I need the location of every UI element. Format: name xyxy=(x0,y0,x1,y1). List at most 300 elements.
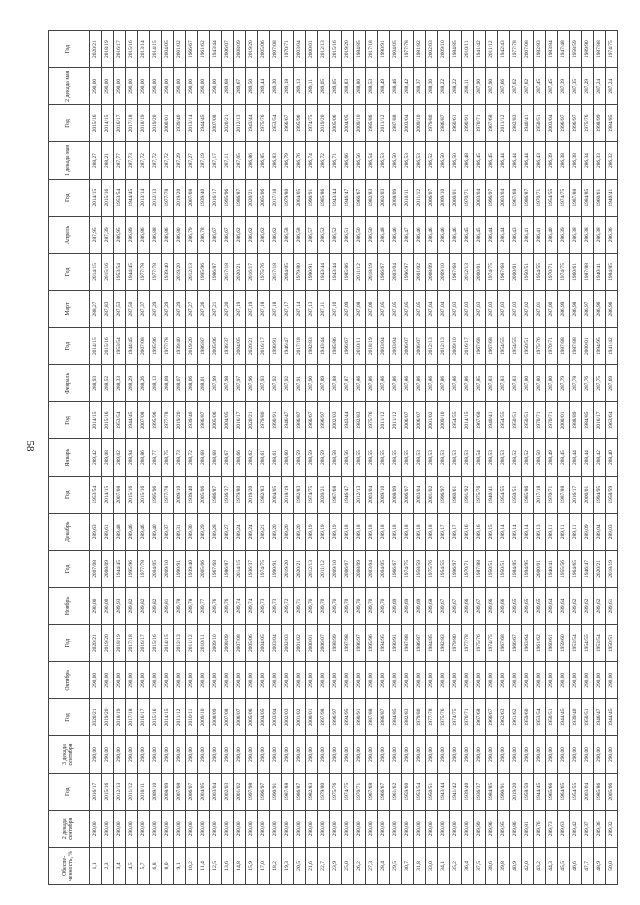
table-cell: 1967/68 xyxy=(450,253,462,290)
table-cell: 289,76 xyxy=(222,588,234,625)
table-row xyxy=(210,31,222,885)
table-cell: 1966/67 xyxy=(186,31,198,68)
table-cell: 289,11 xyxy=(558,513,570,550)
table-cell: 286,72 xyxy=(318,142,330,179)
table-cell: 2000/01 xyxy=(558,402,570,439)
table-cell: 289,37 xyxy=(162,513,174,550)
table-cell: 289,71 xyxy=(294,588,306,625)
table-cell: 2009/10 xyxy=(438,31,450,68)
table-cell: 2014/15 xyxy=(90,253,102,290)
table-cell: 286,53 xyxy=(414,142,426,179)
table-cell: 1986/87 xyxy=(198,328,210,365)
table-cell: 287,26 xyxy=(198,291,210,328)
table-row xyxy=(378,31,390,885)
table-cell: 289,20 xyxy=(270,513,282,550)
table-cell: 1974/75 xyxy=(306,105,318,142)
table-cell: 1977/78 xyxy=(402,31,414,68)
table-cell: 286,48 xyxy=(462,142,474,179)
table-cell: 289,74 xyxy=(234,588,246,625)
table-cell: 1985/86 xyxy=(594,773,606,810)
table-cell: 287,09 xyxy=(342,291,354,328)
table-cell: 286,97 xyxy=(582,291,594,328)
table-cell: 286,34 xyxy=(582,142,594,179)
table-cell: 290,00 xyxy=(606,662,618,699)
table-cell: 1996/97 xyxy=(330,699,342,736)
table-cell: 1961/62 xyxy=(198,31,210,68)
table-cell: 1995/96 xyxy=(198,253,210,290)
table-cell: 1981/82 xyxy=(414,31,426,68)
table-cell: 287,03 xyxy=(450,291,462,328)
table-cell: 287,04 xyxy=(426,291,438,328)
table-cell: 1944/45 xyxy=(198,105,210,142)
table-row xyxy=(342,31,354,885)
table-cell: 287,05 xyxy=(234,142,246,179)
table-cell: 289,30 xyxy=(186,513,198,550)
table-cell: 1975/76 xyxy=(474,625,486,662)
table-cell: 2010/11 xyxy=(138,773,150,810)
table-cell: 1990/91 xyxy=(270,402,282,439)
table-cell: 2015/16 xyxy=(138,476,150,513)
table-cell: 1974/75 xyxy=(486,625,498,662)
table-cell: 1939/40 xyxy=(162,253,174,290)
table-cell: 2,3 xyxy=(102,847,114,884)
table-cell: 286,98 xyxy=(570,291,582,328)
table-cell: 1979/80 xyxy=(234,476,246,513)
table-cell: 2019/20 xyxy=(102,625,114,662)
table-cell: 2004/05 xyxy=(390,31,402,68)
table-cell: 286,52 xyxy=(426,142,438,179)
table-cell: 25,0 xyxy=(342,847,354,884)
table-cell: 286,44 xyxy=(498,142,510,179)
table-cell: 1958/59 xyxy=(522,773,534,810)
table-cell: 2001/02 xyxy=(234,773,246,810)
table-cell: 26,2 xyxy=(354,847,366,884)
table-cell: 1950/51 xyxy=(498,550,510,587)
table-cell: 290,00 xyxy=(114,662,126,699)
table-cell: 290,00 xyxy=(150,662,162,699)
table-cell: 286,46 xyxy=(414,216,426,253)
table-cell: 290,00 xyxy=(558,736,570,773)
table-cell: 1986/87 xyxy=(222,550,234,587)
table-cell: 289,63 xyxy=(558,810,570,847)
table-cell: 1970/71 xyxy=(282,31,294,68)
table-cell: 289,14 xyxy=(498,513,510,550)
table-cell: 287,86 xyxy=(450,365,462,402)
table-cell: 1987/88 xyxy=(570,179,582,216)
table-cell: 1974/75 xyxy=(402,550,414,587)
table-cell: 288,44 xyxy=(582,439,594,476)
table-cell: 287,18 xyxy=(270,291,282,328)
table-cell: 290,00 xyxy=(258,736,270,773)
table-cell: 2000/01 xyxy=(582,476,594,513)
table-cell: 1996/97 xyxy=(570,105,582,142)
table-cell: 288,80 xyxy=(354,68,366,105)
table-cell: 2015/16 xyxy=(150,699,162,736)
table-row xyxy=(282,31,294,885)
table-cell: 40,9 xyxy=(510,847,522,884)
table-cell: 2015/16 xyxy=(102,773,114,810)
table-cell: 15,9 xyxy=(246,847,258,884)
table-cell: 45,5 xyxy=(558,847,570,884)
table-cell: 287,29 xyxy=(174,291,186,328)
table-cell: 2011/12 xyxy=(498,105,510,142)
table-cell: 1964/65 xyxy=(570,550,582,587)
table-cell: 290,00 xyxy=(174,736,186,773)
table-cell: 290,00 xyxy=(318,736,330,773)
table-cell: 286,38 xyxy=(558,142,570,179)
table-cell: 288,42 xyxy=(594,439,606,476)
table-cell: 286,53 xyxy=(402,142,414,179)
table-cell: 2007/08 xyxy=(114,476,126,513)
table-cell: 2018/19 xyxy=(102,31,114,68)
table-cell: 290,00 xyxy=(498,736,510,773)
table-cell: 287,37 xyxy=(138,291,150,328)
table-cell: 2006/07 xyxy=(414,402,426,439)
table-cell: 1986/87 xyxy=(438,105,450,142)
table-cell: 288,53 xyxy=(426,439,438,476)
table-cell: 2006/07 xyxy=(234,699,246,736)
table-cell: 1979/80 xyxy=(450,625,462,662)
table-cell: 289,18 xyxy=(378,513,390,550)
table-cell: 286,53 xyxy=(378,142,390,179)
table-cell: 1997/98 xyxy=(342,625,354,662)
table-cell: 290,00 xyxy=(534,736,546,773)
table-cell: 2012/13 xyxy=(174,625,186,662)
table-cell: 1997/98 xyxy=(246,773,258,810)
table-cell: 289,64 xyxy=(546,588,558,625)
table-cell: 287,69 xyxy=(606,365,618,402)
table-cell: 290,00 xyxy=(234,736,246,773)
table-cell: 1975/76 xyxy=(438,699,450,736)
table-cell: 1941/42 xyxy=(450,773,462,810)
table-cell: 290,00 xyxy=(90,588,102,625)
table-cell: 1939/40 xyxy=(186,476,198,513)
table-cell: 1990/91 xyxy=(498,773,510,810)
table-cell: 1986/87 xyxy=(198,402,210,439)
table-cell: 290,00 xyxy=(198,810,210,847)
table-cell: 1990/91 xyxy=(390,625,402,662)
table-cell: 2001/02 xyxy=(426,476,438,513)
column-header: Январь xyxy=(49,439,90,476)
table-cell: 1939/40 xyxy=(174,105,186,142)
table-cell: 1940/41 xyxy=(606,179,618,216)
table-cell: 1987/88 xyxy=(282,773,294,810)
table-cell: 2014/15 xyxy=(234,550,246,587)
table-cell: 286,86 xyxy=(162,216,174,253)
table-cell: 1944/45 xyxy=(126,179,138,216)
table-cell: 5,7 xyxy=(138,847,150,884)
table-cell: 1936/37 xyxy=(222,328,234,365)
table-cell: 1984/85 xyxy=(582,402,594,439)
table-cell: 1966/67 xyxy=(378,253,390,290)
table-cell: 290,00 xyxy=(270,662,282,699)
table-cell: 1,1 xyxy=(90,847,102,884)
table-cell: 2016/17 xyxy=(138,699,150,736)
table-cell: 290,00 xyxy=(354,662,366,699)
table-cell: 287,02 xyxy=(522,291,534,328)
table-cell: 2002/03 xyxy=(282,625,294,662)
table-cell: 288,52 xyxy=(102,365,114,402)
table-cell: 289,11 xyxy=(570,513,582,550)
table-cell: 1967/68 xyxy=(486,328,498,365)
table-cell: 286,67 xyxy=(210,216,222,253)
table-cell: 287,20 xyxy=(222,291,234,328)
table-cell: 2003/04 xyxy=(498,179,510,216)
table-cell: 288,53 xyxy=(414,439,426,476)
table-cell: 1954/55 xyxy=(570,773,582,810)
table-cell: 287,86 xyxy=(378,365,390,402)
table-cell: 288,55 xyxy=(366,439,378,476)
table-cell: 2015/16 xyxy=(90,105,102,142)
table-cell: 1967/68 xyxy=(486,105,498,142)
table-cell: 2019/20 xyxy=(342,31,354,68)
table-cell: 1967/68 xyxy=(498,253,510,290)
table-cell: 2009/10 xyxy=(330,550,342,587)
table-cell: 1954/55 xyxy=(438,550,450,587)
table-cell: 290,00 xyxy=(198,736,210,773)
table-cell: 287,76 xyxy=(582,365,594,402)
table-cell: 2011/12 xyxy=(378,402,390,439)
table-cell: 288,22 xyxy=(438,68,450,105)
table-cell: 1987/88 xyxy=(402,625,414,662)
table-cell: 1960/61 xyxy=(594,179,606,216)
table-cell: 1940/41 xyxy=(522,105,534,142)
table-cell: 289,31 xyxy=(174,513,186,550)
table-cell: 288,45 xyxy=(558,439,570,476)
table-cell: 1990/91 xyxy=(306,253,318,290)
table-cell: 2008/09 xyxy=(390,179,402,216)
table-cell: 1939/40 xyxy=(186,550,198,587)
table-cell: 1987/88 xyxy=(366,699,378,736)
table-cell: 287,86 xyxy=(402,365,414,402)
table-cell: 287,86 xyxy=(414,365,426,402)
table-cell: 1950/51 xyxy=(426,773,438,810)
table-cell: 2016/17 xyxy=(90,773,102,810)
table-cell: 290,00 xyxy=(126,810,138,847)
table-cell: 2015/16 xyxy=(126,31,138,68)
table-cell: 2012/13 xyxy=(426,328,438,365)
table-cell: 1975/76 xyxy=(366,402,378,439)
table-cell: 287,75 xyxy=(594,365,606,402)
table-cell: 290,00 xyxy=(102,588,114,625)
table-cell: 2001/02 xyxy=(426,402,438,439)
table-cell: 1943/44 xyxy=(330,179,342,216)
table-row xyxy=(162,31,174,885)
table-cell: 2008/09 xyxy=(222,625,234,662)
table-cell: 2008/09 xyxy=(102,550,114,587)
table-cell: 286,66 xyxy=(342,142,354,179)
table-cell: 290,00 xyxy=(354,810,366,847)
table-cell: 290,00 xyxy=(582,736,594,773)
table-cell: 287,19 xyxy=(234,291,246,328)
table-cell: 287,80 xyxy=(522,365,534,402)
table-cell: 1966/67 xyxy=(306,402,318,439)
table-cell: 2004/05 xyxy=(222,402,234,439)
table-cell: 1970/71 xyxy=(462,179,474,216)
table-cell: 288,55 xyxy=(390,439,402,476)
table-cell: 2013/14 xyxy=(138,31,150,68)
table-cell: 1995/96 xyxy=(150,402,162,439)
table-row xyxy=(366,31,378,885)
table-cell: 1994/95 xyxy=(522,550,534,587)
table-header-row xyxy=(49,31,90,885)
table-cell: 1977/78 xyxy=(150,253,162,290)
table-cell: 1940/41 xyxy=(486,402,498,439)
table-cell: 2000/01 xyxy=(306,699,318,736)
table-cell: 1995/96 xyxy=(150,476,162,513)
table-cell: 286,88 xyxy=(150,216,162,253)
table-cell: 1954/55 xyxy=(498,328,510,365)
table-cell: 2003/04 xyxy=(366,550,378,587)
table-cell: 289,11 xyxy=(546,513,558,550)
table-cell: 1984/85 xyxy=(510,550,522,587)
table-cell: 1986/87 xyxy=(414,625,426,662)
table-cell: 286,39 xyxy=(558,216,570,253)
table-cell: 2011/12 xyxy=(378,105,390,142)
table-cell: 287,04 xyxy=(438,291,450,328)
table-cell: 288,68 xyxy=(210,439,222,476)
table-cell: 290,00 xyxy=(534,662,546,699)
table-cell: 1967/68 xyxy=(210,550,222,587)
table-cell: 289,76 xyxy=(210,588,222,625)
table-cell: 1990/91 xyxy=(270,773,282,810)
table-cell: 290,00 xyxy=(162,810,174,847)
table-cell: 2011/12 xyxy=(126,773,138,810)
table-cell: 1982/83 xyxy=(258,476,270,513)
table-cell: 288,42 xyxy=(402,68,414,105)
table-cell: 2016/17 xyxy=(246,253,258,290)
table-cell: 2016/17 xyxy=(114,105,126,142)
table-cell: 1975/76 xyxy=(534,328,546,365)
table-cell: 286,96 xyxy=(594,291,606,328)
table-cell: 1961/62 xyxy=(510,699,522,736)
table-cell: 287,80 xyxy=(534,365,546,402)
table-cell: 287,03 xyxy=(510,291,522,328)
table-row xyxy=(570,31,582,885)
table-cell: 288,08 xyxy=(162,365,174,402)
table-cell: 2009/10 xyxy=(162,550,174,587)
table-cell: 290,00 xyxy=(450,736,462,773)
table-cell: 1961/62 xyxy=(390,773,402,810)
table-cell: 1939/40 xyxy=(186,402,198,439)
table-cell: 288,55 xyxy=(354,439,366,476)
table-cell: 287,29 xyxy=(582,68,594,105)
table-cell: 1986/87 xyxy=(378,699,390,736)
table-cell: 1944/45 xyxy=(558,699,570,736)
table-cell: 1984/85 xyxy=(486,773,498,810)
table-cell: 1958/59 xyxy=(414,550,426,587)
table-cell: 2003/04 xyxy=(270,699,282,736)
table-cell: 1984/85 xyxy=(390,699,402,736)
table-cell: 287,90 xyxy=(474,68,486,105)
table-cell: 286,40 xyxy=(546,216,558,253)
table-cell: 2014/15 xyxy=(90,402,102,439)
table-cell: 288,58 xyxy=(330,439,342,476)
table-cell: 1970/71 xyxy=(546,253,558,290)
table-cell: 289,78 xyxy=(174,588,186,625)
data-table xyxy=(48,30,618,885)
table-cell: 1982/83 xyxy=(306,328,318,365)
table-cell: 289,46 xyxy=(126,513,138,550)
table-cell: 2014/15 xyxy=(90,179,102,216)
table-cell: 2001/02 xyxy=(174,31,186,68)
table-cell: 289,82 xyxy=(126,588,138,625)
table-cell: 4,5 xyxy=(126,847,138,884)
table-cell: 2014/15 xyxy=(162,625,174,662)
table-cell: 290,00 xyxy=(102,810,114,847)
table-cell: 2003/04 xyxy=(402,105,414,142)
table-cell: 1975/76 xyxy=(330,773,342,810)
table-cell: 1944/45 xyxy=(126,402,138,439)
table-cell: 289,70 xyxy=(366,588,378,625)
table-cell: 1990/91 xyxy=(462,105,474,142)
table-cell: 1946/47 xyxy=(582,550,594,587)
table-cell: 2004/05 xyxy=(294,179,306,216)
table-cell: 21,6 xyxy=(306,847,318,884)
table-row xyxy=(198,31,210,885)
table-cell: 289,73 xyxy=(546,810,558,847)
table-cell: 290,00 xyxy=(186,68,198,105)
table-cell: 1940/41 xyxy=(486,476,498,513)
table-cell: 2008/09 xyxy=(162,773,174,810)
table-cell: 1943/44 xyxy=(342,402,354,439)
table-cell: 2008/09 xyxy=(234,31,246,68)
table-cell: 289,62 xyxy=(582,588,594,625)
table-cell: 286,83 xyxy=(270,142,282,179)
table-row xyxy=(450,31,462,885)
table-cell: 289,64 xyxy=(558,588,570,625)
table-cell: 1967/68 xyxy=(498,625,510,662)
table-cell: 1959/60 xyxy=(402,773,414,810)
table-cell: 290,00 xyxy=(234,662,246,699)
table-cell: 287,29 xyxy=(162,291,174,328)
table-cell: 287,45 xyxy=(546,68,558,105)
table-cell: 1985/86 xyxy=(318,179,330,216)
table-cell: 1996/97 xyxy=(402,253,414,290)
table-cell: 288,30 xyxy=(426,68,438,105)
table-cell: 1979/80 xyxy=(294,253,306,290)
table-cell: 290,00 xyxy=(150,736,162,773)
column-header: Декабрь xyxy=(49,513,90,550)
table-cell: 2020/21 xyxy=(90,699,102,736)
table-cell: 1955/56 xyxy=(558,550,570,587)
table-cell: 1982/83 xyxy=(438,625,450,662)
table-cell: 2000/01 xyxy=(306,625,318,662)
table-cell: 1994/95 xyxy=(342,699,354,736)
table-cell: 1982/83 xyxy=(510,105,522,142)
table-cell: 287,01 xyxy=(534,291,546,328)
table-cell: 288,73 xyxy=(174,439,186,476)
table-cell: 290,00 xyxy=(282,662,294,699)
table-cell: 289,62 xyxy=(570,588,582,625)
table-cell: 1990/91 xyxy=(174,550,186,587)
table-cell: 289,70 xyxy=(306,588,318,625)
table-cell: 2019/20 xyxy=(150,105,162,142)
table-cell: 1979/80 xyxy=(318,773,330,810)
table-cell: 286,86 xyxy=(246,142,258,179)
table-cell: 2006/07 xyxy=(318,625,330,662)
table-cell: 1986/87 xyxy=(210,253,222,290)
table-cell: 287,86 xyxy=(462,365,474,402)
table-cell: 289,14 xyxy=(522,513,534,550)
table-cell: 287,78 xyxy=(570,365,582,402)
table-cell: 1987/88 xyxy=(582,253,594,290)
table-cell: 2017/18 xyxy=(270,179,282,216)
table-cell: 27,3 xyxy=(366,847,378,884)
table-cell: 2011/12 xyxy=(486,31,498,68)
table-cell: 1994/95 xyxy=(594,328,606,365)
table-cell: 287,72 xyxy=(138,142,150,179)
